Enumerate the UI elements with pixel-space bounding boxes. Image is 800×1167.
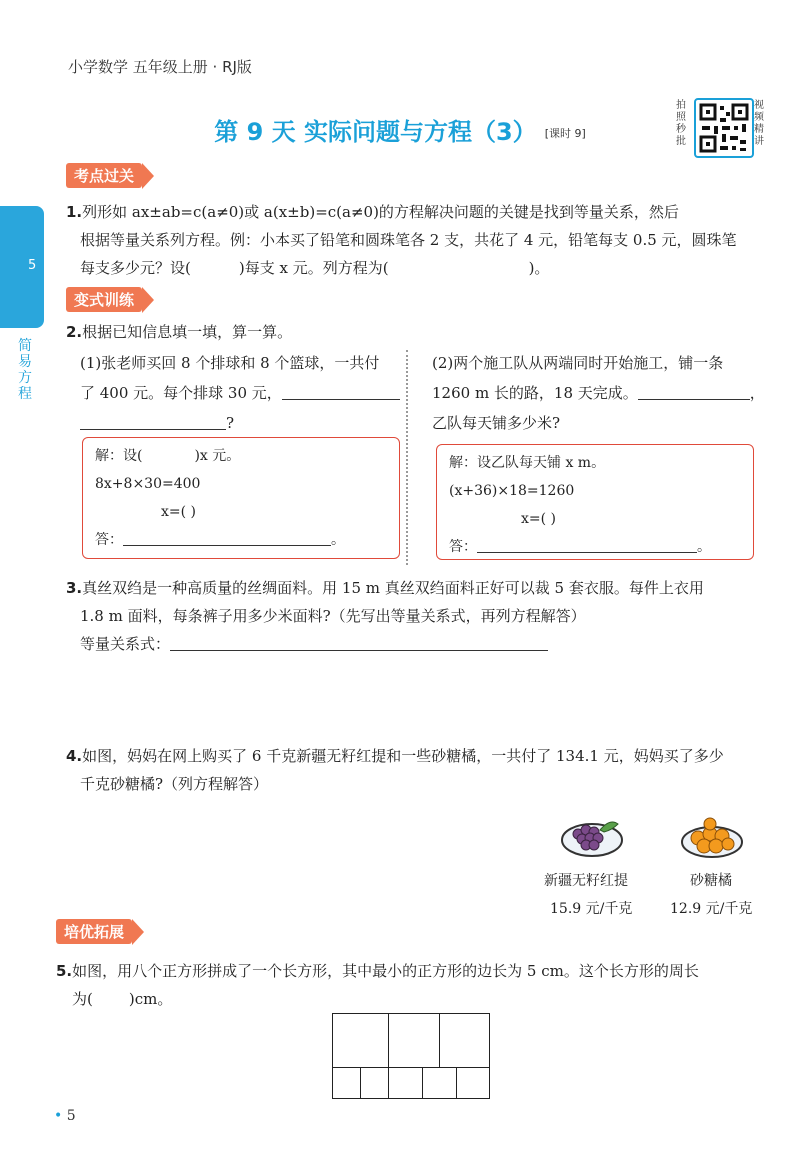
section-tag-kaodian: 考点过关 <box>66 163 142 188</box>
q2p2-comma: ， <box>749 384 765 402</box>
book-header: 小学数学 五年级上册 · RJ版 <box>68 58 252 76</box>
q2p2-line2: 1260 m 长的路，18 天完成。 <box>432 384 638 402</box>
question-2-intro <box>66 318 292 346</box>
lesson-label: [课时 9] <box>544 127 586 140</box>
q3-line1: 真丝双绉是一种高质量的丝绸面料。用 15 m 真丝双绉面料正好可以裁 5 套衣服。每件上衣用 <box>82 579 704 597</box>
q1-line3 <box>66 254 776 282</box>
q2p1-blank-1[interactable] <box>282 399 400 400</box>
q2p1-qmark: ? <box>226 414 235 432</box>
q2p1-sol1a: 解：设( <box>95 448 143 464</box>
question-3 <box>66 574 776 658</box>
page-number: • 5 <box>54 1108 76 1124</box>
qr-right-caption: 视频精讲 <box>754 100 764 147</box>
q2p2-blank[interactable] <box>638 399 750 400</box>
square-small-3 <box>388 1067 423 1099</box>
square-large-3 <box>439 1013 490 1068</box>
qr-left-caption: 拍照秒批 <box>676 100 686 147</box>
q5-text-b: )cm。 <box>128 990 173 1008</box>
q4-number: 4. <box>66 747 83 765</box>
oranges-icon <box>680 808 744 860</box>
q2p2-sol4b: 。 <box>697 539 711 555</box>
q2p1-line2: 了 400 元。每个排球 30 元， <box>80 384 282 402</box>
unit-label: 简易方程 <box>18 338 32 402</box>
section-tag-bianshi: 变式训练 <box>66 287 142 312</box>
q5-line1: 如图，用八个正方形拼成了一个长方形，其中最小的正方形的边长为 5 cm。这个长方形的周长 <box>72 962 699 980</box>
q1-line1: 列形如 ax±ab=c(a≠0)或 a(x±b)=c(a≠0)的方程解决问题的关键是找到等量关系，然后 <box>82 203 679 221</box>
q3-number: 3. <box>66 579 83 597</box>
qr-code-area[interactable] <box>676 98 768 160</box>
question-1 <box>66 198 776 282</box>
question-5 <box>56 957 776 1013</box>
fruit2-price: 12.9 元/千克 <box>670 901 753 917</box>
q5-text-a: 为( <box>72 990 93 1008</box>
square-small-4 <box>422 1067 457 1099</box>
q3-line2: 1.8 m 面料，每条裤子用多少米面料?（先写出等量关系式，再列方程解答） <box>80 607 586 625</box>
q2p1-blank-2[interactable] <box>80 429 226 430</box>
square-small-2 <box>360 1067 389 1099</box>
q2p1-sol1b: )x 元。 <box>194 448 241 464</box>
q2-part2 <box>432 348 772 438</box>
page-dot-icon: • <box>54 1108 63 1124</box>
q2p2-sol2: (x+36)×18=1260 <box>449 483 575 499</box>
q2p2-line3: 乙队每天铺多少米? <box>432 414 561 432</box>
q2p2-sol4a: 答： <box>449 539 477 555</box>
question-4 <box>66 742 776 798</box>
unit-number: 5 <box>28 258 37 273</box>
q2p2-sol1: 解：设乙队每天铺 x m。 <box>449 455 606 471</box>
q2p1-sol4b: 。 <box>331 532 345 548</box>
q1-line2: 根据等量关系列方程。例：小本买了铅笔和圆珠笔各 2 支，共花了 4 元，铅笔每支 0.5 元，圆珠笔 <box>80 231 737 249</box>
title-text: 第 9 天 实际问题与方程（3） <box>214 118 537 146</box>
qr-code-icon[interactable] <box>694 98 754 158</box>
q1-number: 1. <box>66 203 83 221</box>
q4-line2: 千克砂糖橘?（列方程解答） <box>80 775 269 793</box>
square-large-1 <box>332 1013 389 1068</box>
q3-relation-blank[interactable] <box>170 650 548 651</box>
grapes-icon <box>560 808 624 858</box>
section-tag-peiyou: 培优拓展 <box>56 919 132 944</box>
q1-text-b: )每支 x 元。列方程为( <box>238 259 389 277</box>
square-small-1 <box>332 1067 361 1099</box>
q2p2-sol3: x=( ) <box>521 511 556 527</box>
unit-tab <box>0 206 44 328</box>
q1-text-a: 每支多少元？设( <box>80 259 191 277</box>
q2-number: 2. <box>66 323 83 341</box>
q2p2-answer-blank[interactable] <box>477 552 697 553</box>
q3-line3: 等量关系式： <box>80 635 171 653</box>
q2p2-solution-box <box>436 444 754 560</box>
fruit1-price: 15.9 元/千克 <box>550 901 633 917</box>
q2p2-line1: (2)两个施工队从两端同时开始施工，铺一条 <box>432 354 724 372</box>
q5-number: 5. <box>56 962 73 980</box>
q2-intro-text: 根据已知信息填一填，算一算。 <box>82 323 293 341</box>
q2p1-solution-box <box>82 437 400 559</box>
square-small-5 <box>456 1067 490 1099</box>
fruit1-name: 新疆无籽红提 <box>544 873 628 889</box>
q2p1-answer-blank[interactable] <box>123 545 331 546</box>
squares-rectangle-figure <box>332 1013 490 1099</box>
column-divider <box>406 350 408 565</box>
q2p1-line1: (1)张老师买回 8 个排球和 8 个篮球，一共付 <box>80 354 380 372</box>
q2p1-sol3: x=( ) <box>161 504 196 520</box>
q2p1-sol4a: 答： <box>95 532 123 548</box>
q1-text-c: )。 <box>528 259 550 277</box>
fruit2-name: 砂糖橘 <box>690 873 732 889</box>
square-large-2 <box>388 1013 440 1068</box>
q2p1-sol2: 8x+8×30=400 <box>95 476 201 492</box>
q4-line1: 如图，妈妈在网上购买了 6 千克新疆无籽红提和一些砂糖橘，一共付了 134.1 元，妈妈买了多少 <box>82 747 724 765</box>
q2-part1 <box>80 348 400 438</box>
